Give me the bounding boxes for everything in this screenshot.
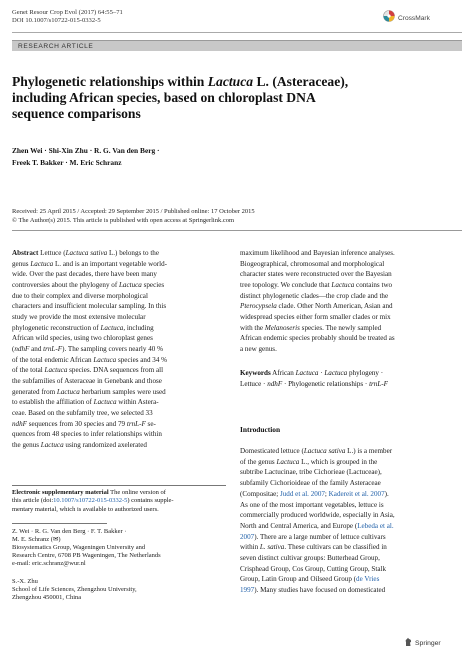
affiliation-block-1 <box>12 528 226 568</box>
title-line-3: sequence comparisons <box>12 106 141 121</box>
abstract-line <box>12 248 226 259</box>
text-run: species. The newly sampled <box>299 323 382 332</box>
taxon-name: ndhF <box>14 344 30 353</box>
text-run: ). The sampling covers nearly 40 % <box>62 344 164 353</box>
text-run: due to their complex and diverse morphological <box>12 291 148 300</box>
esm-rule <box>12 485 226 486</box>
abstract-line <box>12 397 226 408</box>
intro-line <box>240 521 452 532</box>
citation-link[interactable]: Lebeda et al. <box>357 521 394 530</box>
taxon-name: Lactuca <box>93 398 117 407</box>
affiliation-line: e-mail: eric.schranz@wur.nl <box>12 560 86 568</box>
text-run: species <box>141 280 165 289</box>
intro-line <box>240 574 452 585</box>
intro-line <box>240 532 452 543</box>
text-run: L.) is a member <box>345 447 393 455</box>
citation-link[interactable]: Kadereit et al. 2007 <box>328 489 385 498</box>
text-run: commercially produced worldwide, especially in Asia, <box>240 511 395 520</box>
text-run: of the genus <box>240 457 277 466</box>
text-run: the genus <box>12 440 41 449</box>
text-run: of the total <box>12 366 45 375</box>
text-run: species. DNA sequences from all <box>67 366 164 375</box>
text-run: . These cultivars can be classified in <box>284 543 387 552</box>
text-run: within Astera- <box>116 398 159 407</box>
text-run: distinct phylogenetic clades—the crop clade and the <box>240 291 389 300</box>
taxon-name: Lactuca sativa <box>303 447 346 455</box>
springer-horse-icon <box>404 634 413 652</box>
abstract-line <box>240 344 452 355</box>
copyright-line: © The Author(s) 2015. This article is published with open access at Springerlink.com <box>12 216 235 224</box>
text-run: wide. Over the past decades, there have been many <box>12 270 157 279</box>
taxon-name: ndhF <box>12 419 27 428</box>
text-run: ; <box>324 489 329 498</box>
abstract-line <box>12 344 226 355</box>
authors-line-2: Freek T. Bakker · M. Eric Schranz <box>12 157 122 167</box>
journal-line-1: Genet Resour Crop Evol (2017) 64:55–71 <box>12 9 123 16</box>
text-run: Crisphead Group, Cos Group, Cutting Group, Stalk <box>240 564 387 573</box>
text-run: African endemic species probably should be treated as <box>240 334 395 343</box>
abstract-line <box>12 419 226 430</box>
affiliation-line: Zhengzhou 450001, China <box>12 594 82 602</box>
abstract-line <box>12 301 226 312</box>
doi-line: DOI 10.1007/s10722-015-0332-5 <box>12 17 101 25</box>
text-run: ( <box>12 344 15 353</box>
intro-line <box>240 542 452 553</box>
affiliation-line: M. E. Schranz (✉) <box>12 536 61 544</box>
abstract-label: Abstract <box>12 249 39 257</box>
esm-line-2: this article (doi:10.1007/s10722-015-0332-5) contains supple- <box>12 497 174 505</box>
affiliation-line: S.-X. Zhu <box>12 578 38 585</box>
crossmark-badge[interactable] <box>383 9 430 27</box>
abstract-line <box>12 376 226 387</box>
abstract-line <box>12 280 226 291</box>
text-run: clade. Other North American, Asian and <box>276 302 393 311</box>
abstract-line <box>240 312 452 323</box>
abstract-line <box>12 269 226 280</box>
dates-rule <box>12 230 462 231</box>
affiliation-line: School of Life Sciences, Zhengzhou University, <box>12 586 137 594</box>
taxon-name: trnL-F <box>43 344 63 353</box>
taxon-name: Lactuca <box>100 323 124 332</box>
taxon-name: trnL-F <box>126 419 146 428</box>
abstract-line <box>12 323 226 334</box>
abstract-line <box>12 312 226 323</box>
text-run: sequences from 30 species and 79 <box>26 419 127 428</box>
text-run: African wild species, using two chloroplast genes <box>12 334 153 343</box>
taxon-name: Lactuca <box>40 440 64 449</box>
abstract-line <box>240 301 452 312</box>
taxon-name: Lactuca <box>331 280 355 289</box>
text-run: controversies about the phylogeny of <box>12 280 119 289</box>
abstract-line <box>12 440 226 451</box>
intro-line <box>240 467 452 478</box>
text-run: character states were reconstructed over the Bayesian <box>240 270 392 279</box>
text-run: As one of the most important vegetables, lettuce is <box>240 500 384 509</box>
abstract-line <box>12 259 226 270</box>
esm-line-1: Electronic supplementary material The online version of <box>12 489 166 496</box>
article-type-band: RESEARCH ARTICLE <box>12 40 462 51</box>
affiliation-line: Biosystematics Group, Wageningen University and <box>12 544 146 552</box>
text-run: phylogenetic reconstruction of <box>12 323 101 332</box>
abstract-line <box>240 259 452 270</box>
taxon-name: L. sativa <box>259 543 285 552</box>
springer-logo <box>404 634 441 652</box>
publisher-name: Springer <box>415 639 441 647</box>
taxon-name: Lactuca <box>30 259 54 268</box>
citation-link[interactable]: de Vries <box>356 575 380 584</box>
citation-link[interactable]: Judd et al. 2007 <box>280 489 325 498</box>
text-run: ceae. Based on the subfamily tree, we selected 33 <box>12 408 153 417</box>
taxon-name: Lactuca <box>93 355 117 364</box>
taxon-name: Lactuca <box>276 457 300 466</box>
text-run: of the total endemic African <box>12 355 94 364</box>
abstract-line <box>12 365 226 376</box>
citation-link[interactable]: 1997 <box>240 586 255 595</box>
text-run: contains two <box>354 280 393 289</box>
text-run: a new genus. <box>240 344 277 353</box>
keywords-line-1: Keywords African Lactuca · Lactuca phylogeny · <box>240 369 384 377</box>
text-run: , including <box>123 323 154 332</box>
article-title <box>12 74 442 122</box>
taxon-name: Lactuca <box>44 366 68 375</box>
text-run: (Compositae; <box>240 489 280 498</box>
introduction-heading: Introduction <box>240 425 281 434</box>
abstract-line <box>240 291 452 302</box>
introduction-section <box>240 446 452 596</box>
affiliation-rule <box>12 523 107 524</box>
text-run: the subfamilies of Asteraceae in Genebank and those <box>12 376 162 385</box>
text-run: se- <box>145 419 156 428</box>
intro-line <box>240 553 452 564</box>
text-run: seven distinct cultivar groups: Butterhead Group, <box>240 554 380 563</box>
header-rule <box>12 32 462 33</box>
text-run: with the <box>240 323 265 332</box>
text-run: to establish the affiliation of <box>12 398 94 407</box>
text-run: tree topology. We conclude that <box>240 280 332 289</box>
abstract-continued <box>240 248 452 355</box>
abstract-line <box>240 333 452 344</box>
intro-line <box>240 510 452 521</box>
doi-link[interactable]: 10.1007/s10722-015-0332-5 <box>53 497 128 505</box>
taxon-name: Lactuca sativa <box>65 249 108 257</box>
text-run: ). <box>384 489 389 498</box>
publication-dates <box>12 208 452 226</box>
text-run: L. and is an important vegetable world- <box>53 259 168 268</box>
taxon-name: Lactuca <box>118 280 142 289</box>
abstract-line <box>12 387 226 398</box>
taxon-name: Pterocypsela <box>240 302 277 311</box>
taxon-name: Melanoseris <box>264 323 300 332</box>
intro-line <box>240 500 452 511</box>
text-run: subtribe Lactucinae, tribe Cichorieae (Lactuceae), <box>240 468 382 477</box>
affiliation-line: Z. Wei · R. G. Van den Berg · F. T. Bakker · <box>12 528 127 535</box>
text-run: ). Many studies have focused on domesticated <box>254 586 386 595</box>
author-list <box>12 145 442 168</box>
text-run: Lettuce ( <box>38 249 66 257</box>
text-run: generated from <box>12 387 57 396</box>
text-run: North and Central America, and Europe ( <box>240 521 358 530</box>
keywords-section <box>240 368 452 389</box>
abstract-line <box>12 333 226 344</box>
intro-line <box>240 446 452 457</box>
keywords-line-2: Lettuce · ndhF · Phylogenetic relationships · trnL-F <box>240 379 388 388</box>
crossmark-label: CrossMark <box>398 14 430 22</box>
abstract-line <box>240 280 452 291</box>
authors-line-1: Zhen Wei · Shi-Xin Zhu · R. G. Van den Berg · <box>12 146 160 155</box>
citation-link[interactable]: 2007 <box>240 532 255 541</box>
text-run: genus <box>12 259 31 268</box>
text-run: Domesticated lettuce ( <box>240 447 304 455</box>
text-run: quences from 48 species to infer relationships within <box>12 430 162 439</box>
intro-line <box>240 489 452 500</box>
esm-line-3: mentary material, which is available to authorized users. <box>12 505 159 513</box>
crossmark-icon <box>383 9 395 27</box>
text-run: widespread species either form smaller clades or mix <box>240 312 391 321</box>
text-run: ). There are a large number of lettuce cultivars <box>254 532 386 541</box>
abstract-line <box>12 408 226 419</box>
text-run: within <box>240 543 260 552</box>
intro-line <box>240 564 452 575</box>
affiliation-line: Research Centre, 6708 PB Wageningen, The Netherlands <box>12 552 161 560</box>
affiliation-block-2 <box>12 578 226 602</box>
taxon-name: Lactuca <box>56 387 80 396</box>
text-run: study we provide the most extensive molecular <box>12 312 146 321</box>
title-line-1: Phylogenetic relationships within Lactuca L. (Asteraceae), <box>12 74 349 89</box>
text-run: L.) belongs to the <box>107 249 159 257</box>
abstract-line <box>12 355 226 366</box>
text-run: herbarium samples were used <box>79 387 166 396</box>
intro-line <box>240 457 452 468</box>
text-run: Group, Latin Group and Oilseed Group ( <box>240 575 357 584</box>
text-run: Biogeographical, chromosomal and morphological <box>240 259 385 268</box>
text-run: maximum likelihood and Bayesian inference analyses. <box>240 249 395 257</box>
abstract-line <box>240 248 452 259</box>
intro-line <box>240 585 452 596</box>
text-run: and <box>29 344 44 353</box>
abstract-line <box>240 323 452 334</box>
abstract-line <box>240 269 452 280</box>
journal-citation <box>12 9 123 25</box>
text-run: species and 34 % <box>116 355 168 364</box>
text-run: L., which is grouped in the <box>299 457 378 466</box>
abstract-line <box>12 291 226 302</box>
abstract-section <box>12 248 226 450</box>
supplementary-note <box>12 489 226 514</box>
text-run: using randomized axelerated <box>63 440 147 449</box>
text-run: subfamily Cichorioideae of the family Asteraceae <box>240 479 381 488</box>
intro-line <box>240 478 452 489</box>
title-line-2: including African species, based on chloroplast DNA <box>12 90 316 105</box>
text-run: characters and insufficient molecular sampling. In this <box>12 302 167 311</box>
abstract-line <box>12 429 226 440</box>
dates-line: Received: 25 April 2015 / Accepted: 29 September 2015 / Published online: 17 October 2015 <box>12 208 255 215</box>
